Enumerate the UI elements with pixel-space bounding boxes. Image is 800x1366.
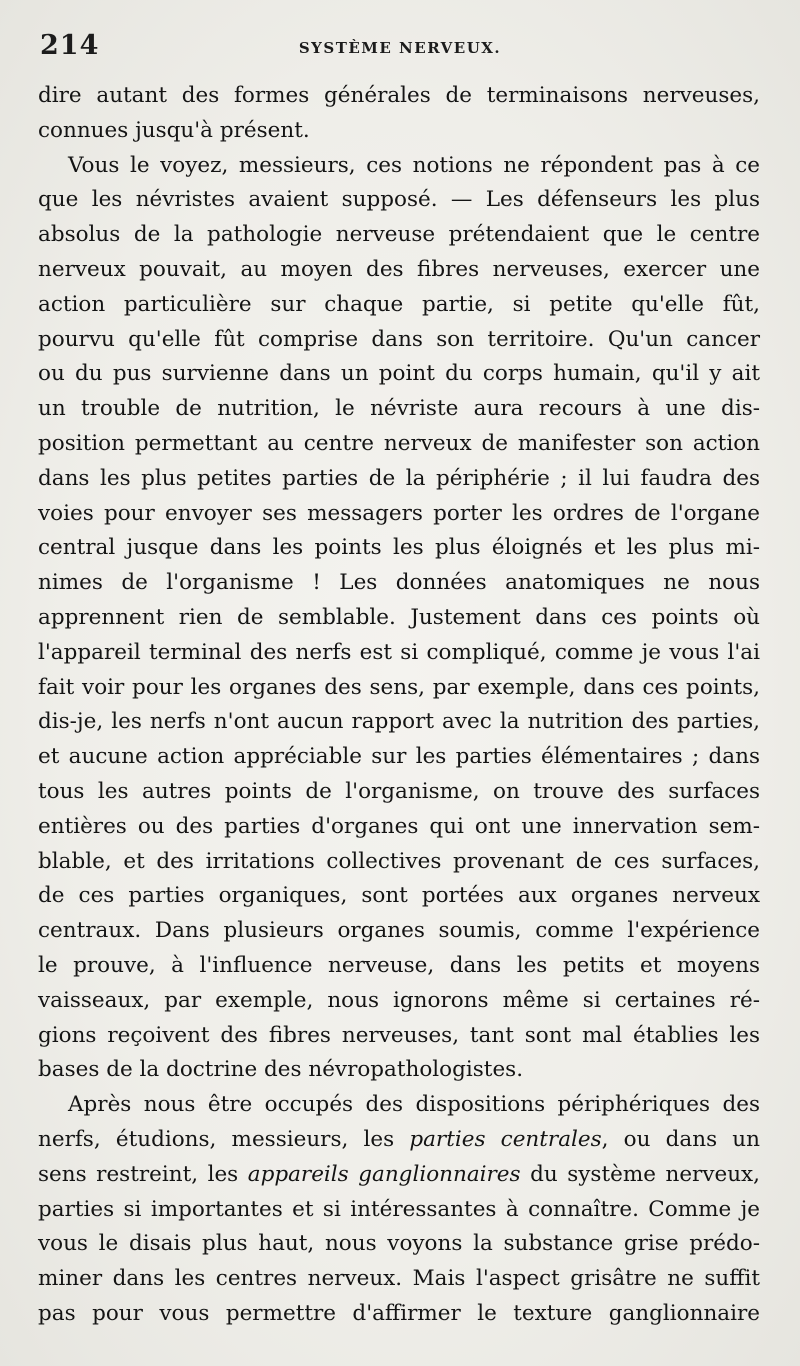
text-line: nerveux pouvait, au moyen des fibres nerveuses, exercer une	[38, 256, 760, 282]
text-line: position permettant au centre nerveux de manifester son action	[38, 430, 760, 456]
running-head: SYSTÈME NERVEUX.	[298, 39, 502, 57]
text-line: parties si importantes et si intéressantes à connaître. Comme je	[38, 1196, 760, 1222]
text-line: et aucune action appréciable sur les parties élémentaires ; dans	[38, 744, 760, 770]
text-segment: , ou dans un	[601, 1126, 760, 1152]
text-line: l'appareil terminal des nerfs est si compliqué, comme je vous l'ai	[38, 639, 760, 665]
text-line: miner dans les centres nerveux. Mais l'aspect grisâtre ne suffit	[38, 1266, 760, 1292]
text-line: Après nous être occupés des dispositions périphériques des	[68, 1092, 760, 1118]
text-line: centraux. Dans plusieurs organes soumis, comme l'expérience	[38, 918, 760, 944]
body-text	[38, 79, 760, 1332]
text-line: central jusque dans les points les plus éloignés et les plus mi-	[38, 535, 760, 561]
text-line: connues jusqu'à présent.	[38, 117, 310, 143]
italic-phrase: appareils ganglionnaires	[247, 1161, 521, 1187]
text-line: apprennent rien de semblable. Justement dans ces points où	[38, 604, 760, 630]
text-line: fait voir pour les organes des sens, par exemple, dans ces points,	[38, 674, 760, 700]
italic-phrase: parties centrales	[409, 1126, 602, 1152]
text-line: nimes de l'organisme ! Les données anatomiques ne nous	[38, 570, 760, 596]
text-line: ou du pus survienne dans un point du corps humain, qu'il y ait	[38, 361, 760, 387]
text-segment: du système nerveux,	[520, 1161, 760, 1187]
text-line: que les névristes avaient supposé. — Les défenseurs les plus	[38, 187, 760, 213]
text-line: un trouble de nutrition, le névriste aura recours à une dis-	[38, 396, 760, 422]
text-line: vous le disais plus haut, nous voyons la substance grise prédo-	[38, 1231, 760, 1257]
text-line: dire autant des formes générales de terminaisons nerveuses,	[38, 83, 760, 108]
text-line: de ces parties organiques, sont portées aux organes nerveux	[38, 883, 760, 909]
page-number: 214	[40, 30, 100, 61]
text-line: pourvu qu'elle fût comprise dans son territoire. Qu'un cancer	[38, 326, 760, 352]
text-line: pas pour vous permettre d'affirmer le texture ganglionnaire	[38, 1300, 760, 1326]
text-line: gions reçoivent des fibres nerveuses, tant sont mal établies les	[38, 1022, 760, 1048]
page-header	[40, 30, 760, 66]
text-line: absolus de la pathologie nerveuse prétendaient que le centre	[38, 222, 760, 248]
text-segment: sens restreint, les	[38, 1161, 248, 1187]
text-line: le prouve, à l'influence nerveuse, dans les petits et moyens	[38, 952, 760, 978]
text-line: Vous le voyez, messieurs, ces notions ne répondent pas à ce	[68, 152, 760, 178]
text-line	[38, 1123, 760, 1158]
text-segment: nerfs, étudions, messieurs, les	[38, 1126, 410, 1152]
text-line	[38, 1158, 760, 1193]
text-line: dis-je, les nerfs n'ont aucun rapport avec la nutrition des parties,	[38, 709, 760, 735]
text-line: vaisseaux, par exemple, nous ignorons même si certaines ré-	[38, 987, 760, 1013]
text-line: dans les plus petites parties de la périphérie ; il lui faudra des	[38, 465, 760, 491]
text-line: voies pour envoyer ses messagers porter les ordres de l'organe	[38, 500, 760, 526]
text-line: entières ou des parties d'organes qui ont une innervation sem-	[38, 813, 760, 839]
text-line: tous les autres points de l'organisme, on trouve des surfaces	[38, 778, 760, 804]
text-line: blable, et des irritations collectives provenant de ces surfaces,	[38, 848, 760, 874]
text-line: bases de la doctrine des névropathologistes.	[38, 1057, 524, 1083]
text-line: action particulière sur chaque partie, si petite qu'elle fût,	[38, 291, 760, 317]
